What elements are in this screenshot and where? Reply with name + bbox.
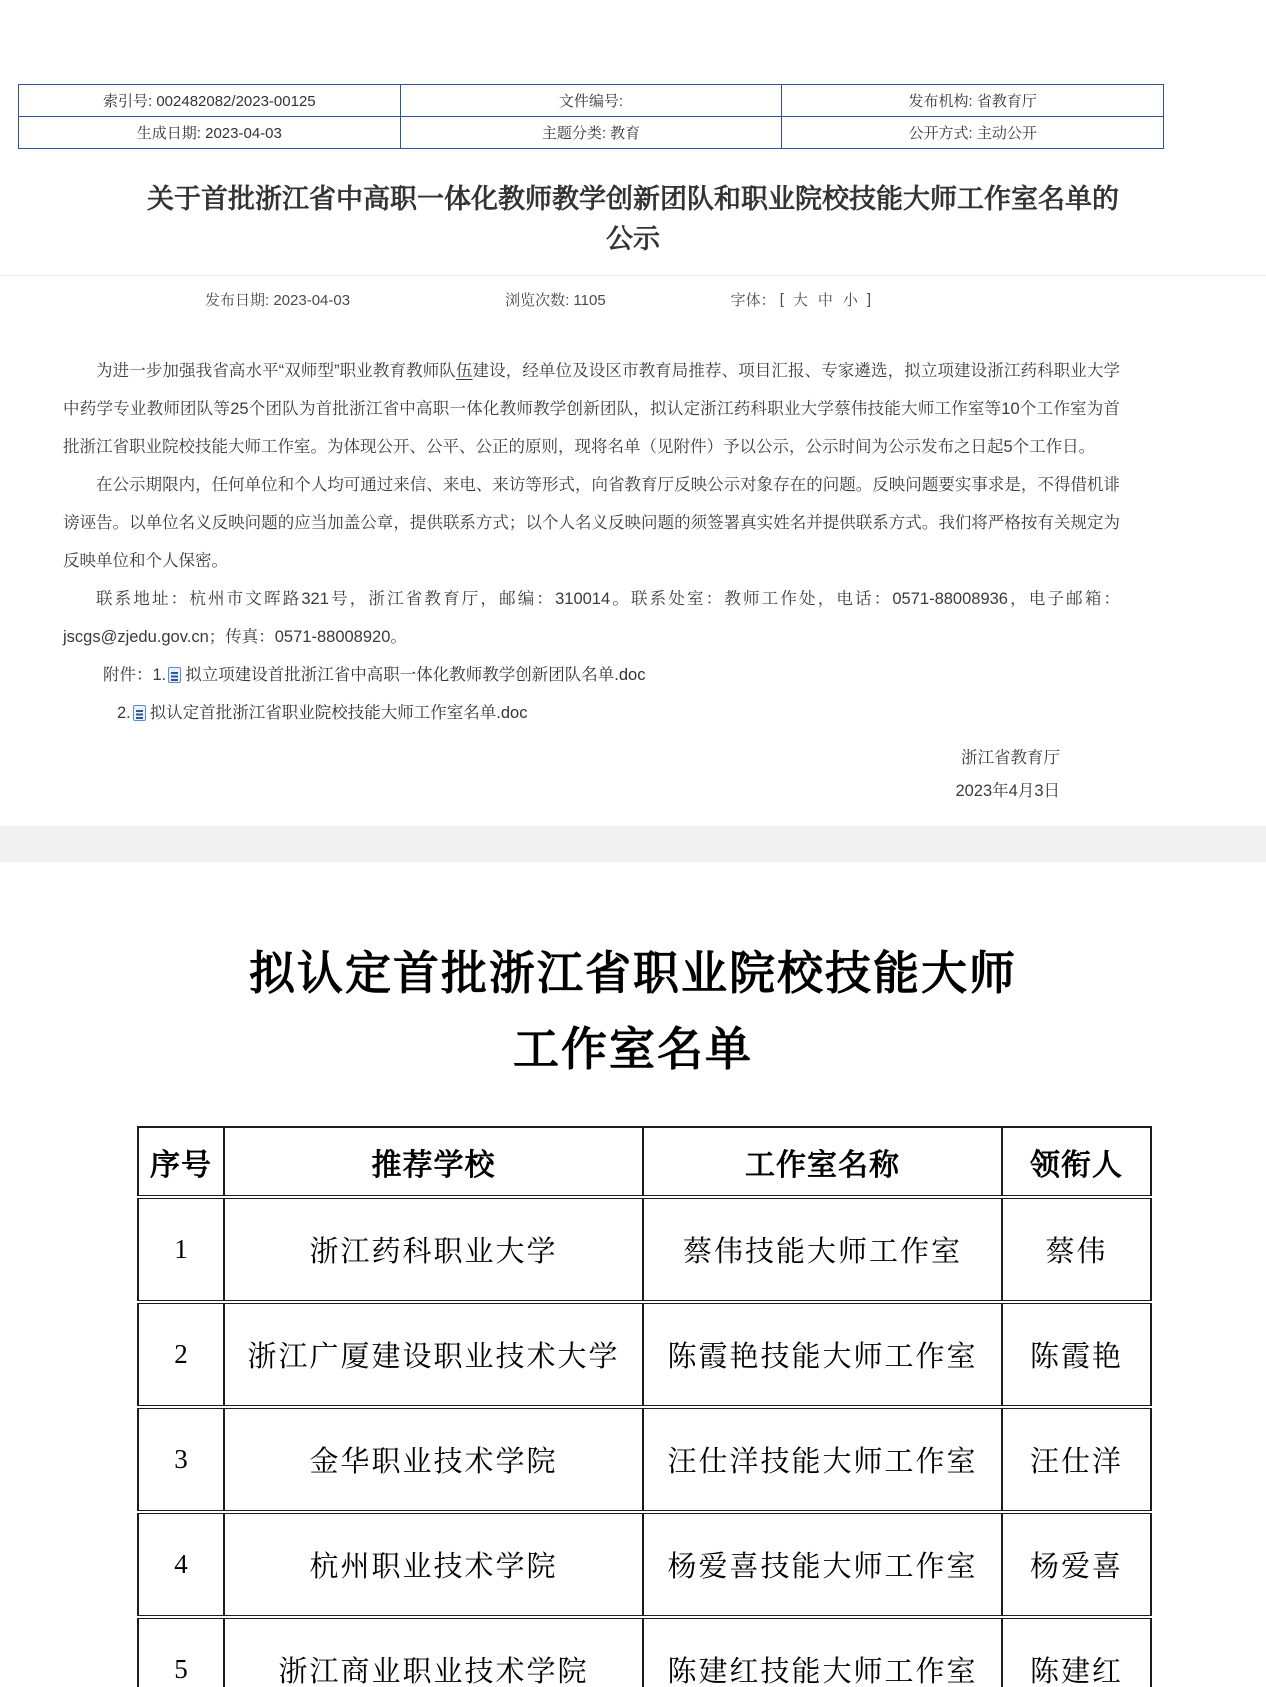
attachment-1-link[interactable]: 拟立项建设首批浙江省中高职一体化教师教学创新团队名单.doc xyxy=(185,666,646,684)
title-divider xyxy=(0,275,1266,276)
article-body xyxy=(0,352,1266,808)
header-serial-number: 序号 xyxy=(138,1127,224,1197)
attachment-document-preview xyxy=(0,936,1266,1687)
meta-row-1 xyxy=(19,85,1164,117)
table-row xyxy=(138,1197,1151,1302)
cell-workshop: 陈霞艳技能大师工作室 xyxy=(643,1302,1002,1407)
workshop-list-table xyxy=(137,1126,1152,1687)
page-title-line2: 公示 xyxy=(606,224,660,254)
cell-leader: 陈建红 xyxy=(1002,1617,1151,1687)
article-info-row xyxy=(0,288,1266,310)
cell-serial: 5 xyxy=(138,1617,224,1687)
font-size-bracket-close: ] xyxy=(866,290,872,308)
doc-file-icon xyxy=(168,667,181,683)
signature-org: 浙江省教育厅 xyxy=(961,749,1060,767)
document-title xyxy=(118,936,1148,1088)
doc-file-icon xyxy=(133,705,146,721)
cell-workshop: 蔡伟技能大师工作室 xyxy=(643,1197,1002,1302)
publish-date: 发布日期: 2023-04-03 xyxy=(205,291,351,309)
meta-info-table xyxy=(18,84,1164,149)
disclosure-method-cell: 公开方式: 主动公开 xyxy=(782,117,1164,149)
issuing-agency-cell: 发布机构: 省教育厅 xyxy=(782,85,1164,117)
paragraph-1-part-a: 为进一步加强我省高水平“双师型”职业教育教师队 xyxy=(96,362,456,380)
paragraph-1-underlined-char: 伍 xyxy=(455,362,473,380)
paragraph-3-contact: 联系地址：杭州市文晖路321号，浙江省教育厅，邮编：310014。联系处室：教师工作处，电话：0571-88008936，电子邮箱：jscgs@zjedu.gov.cn；传真：0571-88008920。 xyxy=(63,590,1120,646)
attachment-label: 附件： xyxy=(103,666,153,684)
cell-school: 浙江药科职业大学 xyxy=(224,1197,643,1302)
cell-leader: 杨爱喜 xyxy=(1002,1512,1151,1617)
table-row xyxy=(138,1617,1151,1687)
table-row xyxy=(138,1407,1151,1512)
cell-school: 浙江广厦建设职业技术大学 xyxy=(224,1302,643,1407)
font-size-label: 字体： xyxy=(730,291,776,309)
page-title-line1: 关于首批浙江省中高职一体化教师教学创新团队和职业院校技能大师工作室名单的 xyxy=(147,184,1119,214)
cell-workshop: 汪仕洋技能大师工作室 xyxy=(643,1407,1002,1512)
cell-workshop: 陈建红技能大师工作室 xyxy=(643,1617,1002,1687)
cell-serial: 2 xyxy=(138,1302,224,1407)
table-row xyxy=(138,1512,1151,1617)
font-size-large-button[interactable]: 大 xyxy=(792,291,808,309)
cell-leader: 陈霞艳 xyxy=(1002,1302,1151,1407)
meta-row-2 xyxy=(19,117,1164,149)
attachment-item-1 xyxy=(103,656,1120,694)
cell-workshop: 杨爱喜技能大师工作室 xyxy=(643,1512,1002,1617)
document-title-line1: 拟认定首批浙江省职业院校技能大师 xyxy=(249,948,1017,999)
attachment-2-link[interactable]: 拟认定首批浙江省职业院校技能大师工作室名单.doc xyxy=(149,704,528,722)
font-size-small-button[interactable]: 小 xyxy=(842,291,858,309)
view-count: 浏览次数: 1105 xyxy=(505,291,606,309)
signature-block xyxy=(63,742,1120,808)
header-workshop-name: 工作室名称 xyxy=(643,1127,1002,1197)
table-header-row xyxy=(138,1127,1151,1197)
index-number-cell: 索引号: 002482082/2023-00125 xyxy=(19,85,401,117)
cell-school: 杭州职业技术学院 xyxy=(224,1512,643,1617)
paragraph-2: 在公示期限内，任何单位和个人均可通过来信、来电、来访等形式，向省教育厅反映公示对象存在的问题。反映问题要实事求是，不得借机诽谤诬告。以单位名义反映问题的应当加盖公章，提供联系方式；以个人名义反映问题的须签署真实姓名并提供联系方式。我们将严格按有关规定为反映单位和个人保密。 xyxy=(63,476,1120,570)
attachment-list xyxy=(63,656,1120,732)
paragraph-1-part-b: 建设，经单位及设区市教育局推荐、项目汇报、专家遴选，拟立项建设浙江药科职业大学中药学专业教师团队等25个团队为首批浙江省中高职一体化教师教学创新团队，拟认定浙江药科职业大学蔡伟技能大师工作室等10个工作室为首批浙江省职业院校技能大师工作室。为体现公开、公平、公正的原则，现将名单（见附件）予以公示，公示时间为公示发布之日起5个工作日。 xyxy=(63,362,1120,456)
header-recommending-school: 推荐学校 xyxy=(224,1127,643,1197)
document-title-line2: 工作室名单 xyxy=(513,1024,753,1075)
attachment-item-2 xyxy=(117,694,1120,732)
attachment-1-number: 1. xyxy=(152,666,167,684)
attachment-2-number: 2. xyxy=(117,704,131,722)
page-title xyxy=(0,179,1266,259)
file-number-cell: 文件编号: xyxy=(400,85,782,117)
cell-serial: 1 xyxy=(138,1197,224,1302)
table-row xyxy=(138,1302,1151,1407)
paragraph-1 xyxy=(63,352,1120,466)
font-size-control xyxy=(731,289,875,310)
topic-category-cell: 主题分类: 教育 xyxy=(400,117,782,149)
section-separator-band xyxy=(0,826,1266,862)
cell-serial: 4 xyxy=(138,1512,224,1617)
cell-leader: 汪仕洋 xyxy=(1002,1407,1151,1512)
header-leader: 领衔人 xyxy=(1002,1127,1151,1197)
cell-school: 浙江商业职业技术学院 xyxy=(224,1617,643,1687)
cell-leader: 蔡伟 xyxy=(1002,1197,1151,1302)
font-size-medium-button[interactable]: 中 xyxy=(817,291,833,309)
cell-serial: 3 xyxy=(138,1407,224,1512)
create-date-cell: 生成日期: 2023-04-03 xyxy=(19,117,401,149)
font-size-bracket-open: [ xyxy=(779,290,784,308)
cell-school: 金华职业技术学院 xyxy=(224,1407,643,1512)
signature-date: 2023年4月3日 xyxy=(955,782,1060,800)
